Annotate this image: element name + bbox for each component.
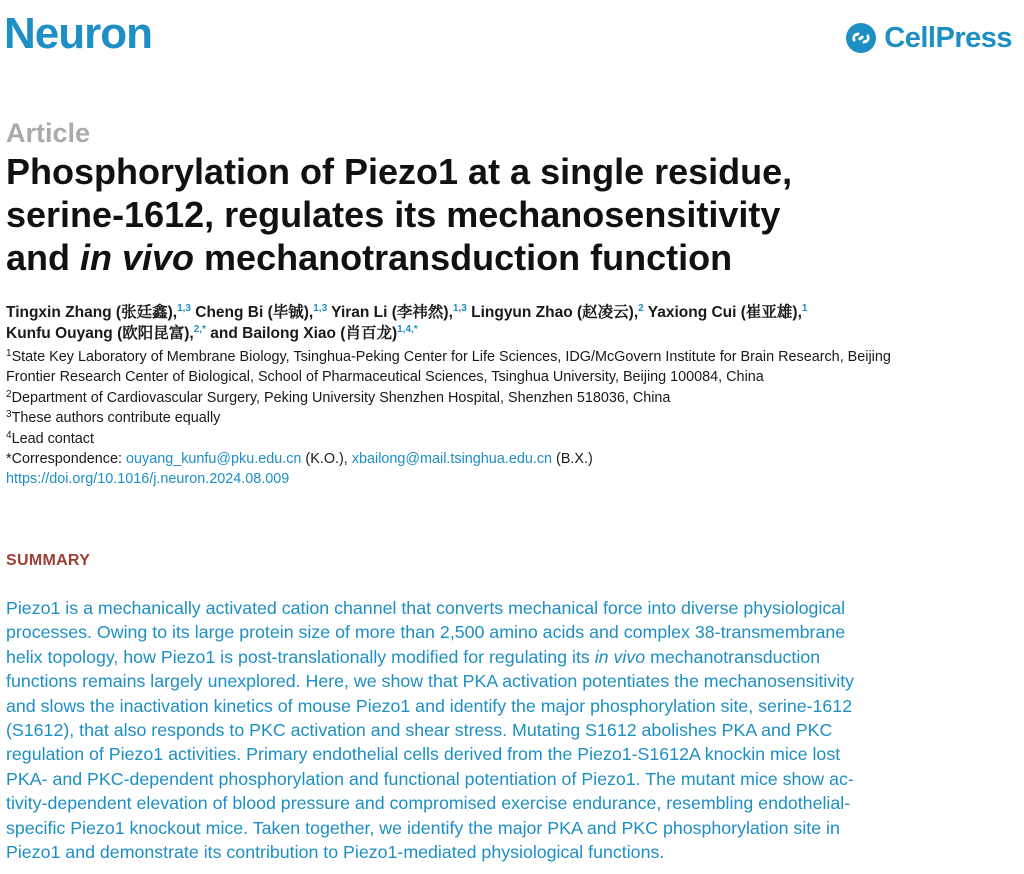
affiliation-2 bbox=[6, 388, 1018, 408]
affiliation-text: Lead contact bbox=[11, 430, 94, 447]
author[interactable]: Lingyun Zhao (赵凌云), bbox=[466, 304, 639, 321]
publisher-logo[interactable] bbox=[844, 20, 1012, 56]
title-line bbox=[6, 236, 1006, 279]
title-italic: in vivo bbox=[80, 237, 195, 278]
summary-line: PKA- and PKC-dependent phosphorylation and functional potentiation of Piezo1. The mutant mice show ac- bbox=[6, 768, 854, 789]
affiliation-number: 3 bbox=[6, 409, 12, 421]
affiliation-1-cont: Frontier Research Center of Biological, School of Pharmaceutical Sciences, Tsinghua University, Beijing 100084, China bbox=[6, 369, 764, 386]
publisher-name: CellPress bbox=[884, 21, 1012, 54]
affiliation-text: Department of Cardiovascular Surgery, Peking University Shenzhen Hospital, Shenzhen 518036, China bbox=[11, 389, 671, 406]
title-line: Phosphorylation of Piezo1 at a single residue, bbox=[6, 151, 793, 192]
author-affiliation-marker[interactable]: 1,4,* bbox=[397, 324, 418, 335]
author[interactable]: Tingxin Zhang (张廷鑫), bbox=[6, 304, 178, 321]
author[interactable]: Kunfu Ouyang (欧阳昆富), bbox=[6, 325, 194, 342]
title-segment: mechanotransduction function bbox=[194, 237, 733, 278]
title-line: serine-1612, regulates its mechanosensitivity bbox=[6, 194, 781, 235]
cellpress-icon bbox=[844, 21, 878, 55]
title-segment: and bbox=[6, 237, 81, 278]
author-affiliation-marker[interactable]: 1,3 bbox=[177, 303, 191, 314]
lead-contact-note bbox=[6, 429, 1018, 449]
affiliations bbox=[6, 347, 1018, 490]
author-affiliation-marker[interactable]: 2 bbox=[638, 303, 644, 314]
author-list bbox=[6, 302, 1016, 344]
correspondence-initials: (K.O.), bbox=[301, 451, 352, 468]
summary-heading: SUMMARY bbox=[6, 552, 91, 569]
author-affiliation-marker[interactable]: 2,* bbox=[193, 324, 206, 335]
summary-line: (S1612), that also responds to PKC activation and shear stress. Mutating S1612 abolishes PKA and PKC bbox=[6, 720, 833, 741]
author-affiliation-marker[interactable]: 1,3 bbox=[313, 303, 328, 314]
doi-link[interactable]: https://doi.org/10.1016/j.neuron.2024.08.009 bbox=[6, 471, 290, 488]
correspondence bbox=[6, 449, 1018, 469]
article-type: Article bbox=[6, 118, 91, 148]
summary-segment: helix topology, how Piezo1 is post-translationally modified for regulating its bbox=[6, 646, 595, 667]
email-link-ouyang[interactable]: ouyang_kunfu@pku.edu.cn bbox=[126, 451, 302, 468]
affiliation-number: 1 bbox=[6, 348, 12, 359]
summary-line bbox=[6, 645, 1016, 669]
summary-line: specific Piezo1 knockout mice. Taken together, we identify the major PKA and PKC phosphorylation site in bbox=[6, 817, 840, 838]
affiliation-text: These authors contribute equally bbox=[11, 410, 221, 427]
summary-line: functions remains largely unexplored. Here, we show that PKA activation potentiates the mechanosensitivity bbox=[6, 671, 855, 692]
affiliation-number: 2 bbox=[6, 388, 12, 400]
author-affiliation-marker[interactable]: 1,3 bbox=[452, 303, 467, 314]
summary-line: processes. Owing to its large protein size of more than 2,500 amino acids and complex 38-transmembrane bbox=[6, 622, 846, 643]
author-line bbox=[6, 323, 1016, 344]
summary-line: Piezo1 is a mechanically activated cation channel that converts mechanical force into diverse physiological bbox=[6, 598, 846, 618]
author[interactable]: Yiran Li (李祎然), bbox=[327, 304, 453, 321]
summary-segment: mechanotransduction bbox=[645, 646, 821, 667]
correspondence-label: *Correspondence: bbox=[6, 451, 126, 468]
summary-italic: in vivo bbox=[594, 646, 646, 667]
author[interactable]: Yaxiong Cui (崔亚雄), bbox=[643, 304, 802, 321]
journal-name: Neuron bbox=[4, 9, 152, 58]
affiliation-1 bbox=[6, 347, 1018, 367]
summary-body bbox=[6, 596, 1016, 864]
summary-line: tivity-dependent elevation of blood pressure and compromised exercise endurance, resembling endothelial- bbox=[6, 793, 851, 814]
author[interactable]: and Bailong Xiao (肖百龙) bbox=[205, 325, 398, 342]
email-link-xiao[interactable]: xbailong@mail.tsinghua.edu.cn bbox=[351, 451, 553, 468]
summary-line: Piezo1 and demonstrate its contribution to Piezo1-mediated physiological functions. bbox=[6, 842, 665, 863]
affiliation-number: 4 bbox=[6, 429, 12, 441]
article-title bbox=[6, 150, 1006, 279]
summary-line: regulation of Piezo1 activities. Primary endothelial cells derived from the Piezo1-S1612A knockin mice lost bbox=[6, 744, 841, 765]
affiliation-text: State Key Laboratory of Membrane Biology, Tsinghua-Peking Center for Life Sciences, IDG/McGovern Institute for Brain Research, Beijing bbox=[11, 349, 891, 365]
author[interactable]: Cheng Bi (毕铖), bbox=[190, 304, 314, 321]
author-affiliation-marker[interactable]: 1 bbox=[801, 303, 808, 314]
correspondence-initials: (B.X.) bbox=[552, 451, 593, 468]
equal-contribution-note bbox=[6, 408, 1018, 428]
author-line bbox=[6, 302, 1016, 323]
summary-line: and slows the inactivation kinetics of mouse Piezo1 and identify the major phosphorylation site, serine-1612 bbox=[6, 695, 853, 716]
